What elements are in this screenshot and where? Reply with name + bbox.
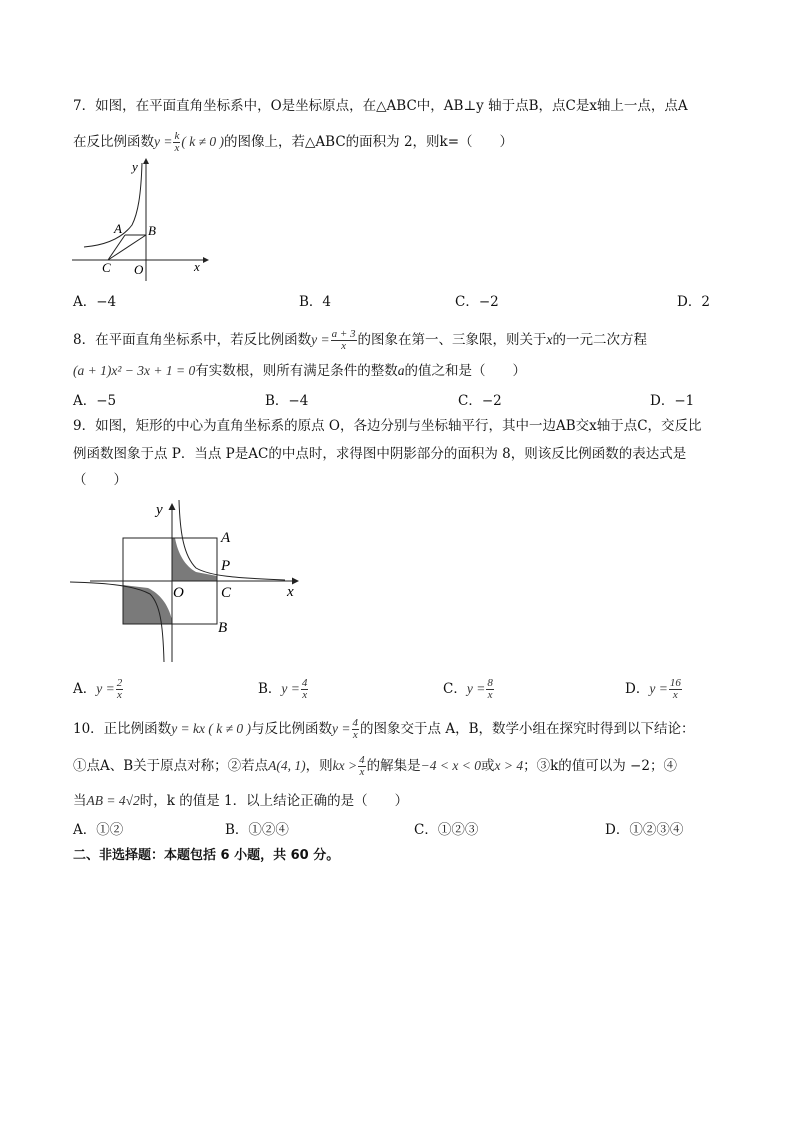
- q9-choice-c-den: x: [487, 689, 493, 701]
- q7-label-y: y: [132, 159, 138, 174]
- q7-choice-c[interactable]: C．−2: [455, 294, 499, 310]
- q10-line2-b: ，则: [305, 758, 333, 774]
- q9-choice-d-prefix: D．: [625, 681, 650, 697]
- q9-curve-q1: [179, 500, 285, 580]
- q10-line2-d: 或: [480, 758, 495, 774]
- q9-choice-d-num: 16: [669, 677, 681, 689]
- q8-line1: [73, 329, 647, 352]
- q10-choice-c[interactable]: C．①②③: [414, 822, 479, 838]
- q10-formula1: y = kx ( k ≠ 0 ): [171, 721, 252, 736]
- q9-choice-c-prefix: C．: [443, 681, 467, 697]
- q9-label-o: O: [173, 585, 184, 601]
- q9-choice-c-num: 8: [487, 677, 493, 689]
- q8-line1-post: 的一元二次方程: [552, 332, 648, 348]
- q7-curve: [84, 163, 142, 247]
- q8-line1-mid: 的图象在第一、三象限，则关于: [357, 332, 547, 348]
- section-2-heading: 二、非选择题：本题包括 6 小题，共 60 分。: [73, 848, 340, 863]
- q10-line1: [73, 718, 695, 741]
- q9-choice-d-frac: [669, 678, 682, 701]
- q9-line3: （ ）: [73, 472, 127, 488]
- q8-choice-c[interactable]: C．−2: [458, 393, 502, 409]
- q10-ineq-num: 4: [359, 754, 365, 766]
- q9-choice-a[interactable]: [73, 678, 124, 701]
- q10-ineq-frac: [358, 755, 366, 778]
- q10-formula2-num: 4: [352, 717, 359, 729]
- q8-line2-end: 的值之和是（ ）: [404, 363, 526, 379]
- q8-var-a: a: [397, 363, 405, 378]
- q9-choice-b-num: 4: [301, 677, 308, 689]
- q9-choice-b[interactable]: [258, 678, 309, 701]
- q7-label-c: C: [102, 260, 111, 275]
- q9-choice-c-y: y =: [466, 681, 486, 696]
- q7-label-a: A: [114, 221, 122, 236]
- q10-choice-b[interactable]: B．①②④: [225, 822, 289, 838]
- q9-choice-a-prefix: A．: [73, 681, 97, 697]
- q7-line2-post: 的图像上，若△ABC的面积为 2，则k=（ ）: [224, 134, 514, 150]
- q7-choice-a[interactable]: A．−4: [73, 294, 117, 310]
- q10-line2-a: ①点A、B关于原点对称；②若点: [73, 758, 269, 774]
- q8-frac-den: x: [341, 340, 346, 352]
- q9-choice-c-frac: [486, 678, 494, 701]
- q10-choice-a[interactable]: A．①②: [73, 822, 124, 838]
- q9-line2: 例函数图象于点 P．当点 P是AC的中点时，求得图中阴影部分的面积为 8，则该反比例函数的表达式是: [73, 446, 687, 462]
- q10-sol2: x > 4: [494, 758, 524, 773]
- q9-choice-b-den: x: [302, 689, 308, 701]
- q9-choice-b-prefix: B．: [258, 681, 282, 697]
- q8-equation: (a + 1)x² − 3x + 1 = 0: [73, 363, 196, 378]
- q7-label-x: x: [194, 259, 200, 274]
- q7-line2: [73, 131, 513, 154]
- q10-line2: [73, 755, 677, 778]
- q10-formula2-y: y =: [332, 721, 351, 736]
- q9-label-b: B: [218, 620, 228, 636]
- q10-line3-a: 当: [73, 793, 87, 809]
- q10-line2-e: ；③k的值可以为 −2；④: [523, 758, 677, 774]
- q10-choice-d[interactable]: D．①②③④: [605, 822, 684, 838]
- q7-fraction: [173, 131, 180, 154]
- q8-fraction: [331, 329, 357, 352]
- q10-line3-b: 时，k 的值是 1．以上结论正确的是（ ）: [139, 793, 409, 809]
- q8-formula-y: y =: [311, 332, 330, 347]
- q9-figure: [70, 494, 310, 666]
- q10-ineq-den: x: [359, 766, 365, 778]
- q9-choice-a-den: x: [117, 689, 122, 701]
- q9-choice-d[interactable]: [625, 678, 683, 701]
- q10-point-a: A(4, 1): [268, 758, 306, 773]
- q7-line2-pre: 在反比例函数: [73, 134, 154, 150]
- q8-line2-post: 有实数根，则所有满足条件的整数: [195, 363, 398, 379]
- q10-line1-post: 的图象交于点 A，B，数学小组在探究时得到以下结论：: [360, 721, 695, 737]
- q10-formula2-frac: [352, 718, 360, 741]
- q7-formula-y: y =: [154, 134, 173, 149]
- q9-choice-a-y: y =: [96, 681, 115, 696]
- q10-formula2-den: x: [352, 729, 358, 741]
- q10-ineq-left: kx >: [332, 758, 358, 773]
- q7-choice-b[interactable]: B．4: [299, 294, 332, 310]
- q9-choice-a-num: 2: [116, 677, 123, 689]
- q9-label-x: x: [287, 584, 294, 600]
- q8-line1-pre: 8．在平面直角坐标系中，若反比例函数: [73, 332, 312, 348]
- q10-ab: AB = 4√2: [86, 793, 140, 808]
- q7-figure: [68, 155, 218, 285]
- q7-line1: 7．如图，在平面直角坐标系中，O是坐标原点，在△ABC中，AB⊥y 轴于点B，点C是x轴上一点，点A: [73, 98, 688, 114]
- q7-label-b: B: [148, 223, 156, 238]
- q9-choice-b-y: y =: [281, 681, 300, 696]
- q10-line1-pre: 10．正比例函数: [73, 721, 172, 737]
- q9-shade-q1: [172, 538, 217, 581]
- q9-choice-b-frac: [301, 678, 309, 701]
- q7-frac-den: x: [174, 142, 180, 154]
- q10-line1-mid: 与反比例函数: [251, 721, 333, 737]
- q9-choice-d-den: x: [672, 689, 678, 701]
- q8-var-x: x: [546, 332, 553, 347]
- q7-frac-num: k: [174, 130, 180, 142]
- q9-choice-c[interactable]: [443, 678, 495, 701]
- q10-line3: [73, 791, 408, 811]
- q8-frac-num: a + 3: [331, 328, 356, 340]
- q8-choice-d[interactable]: D．−1: [650, 393, 695, 409]
- q7-choice-d[interactable]: D．2: [677, 294, 710, 310]
- q9-label-a: A: [221, 530, 231, 546]
- q8-choice-b[interactable]: B．−4: [265, 393, 309, 409]
- q7-formula-cond: ( k ≠ 0 ): [181, 134, 225, 149]
- q9-label-p: P: [221, 558, 231, 574]
- q9-label-c: C: [221, 585, 232, 601]
- q9-line1: 9．如图，矩形的中心为直角坐标系的原点 O，各边分别与坐标轴平行，其中一边AB交x轴于点C，交反比: [73, 418, 702, 434]
- q10-sol1: −4 < x < 0: [420, 758, 481, 773]
- q7-label-o: O: [134, 262, 144, 277]
- q9-choice-d-y: y =: [649, 681, 668, 696]
- q7-segment-bc: [108, 235, 146, 260]
- q8-choice-a[interactable]: A．−5: [73, 393, 117, 409]
- q9-label-y: y: [156, 502, 163, 518]
- q8-line2: [73, 361, 526, 381]
- q10-line2-c: 的解集是: [366, 758, 421, 774]
- q9-choice-a-frac: [116, 678, 124, 701]
